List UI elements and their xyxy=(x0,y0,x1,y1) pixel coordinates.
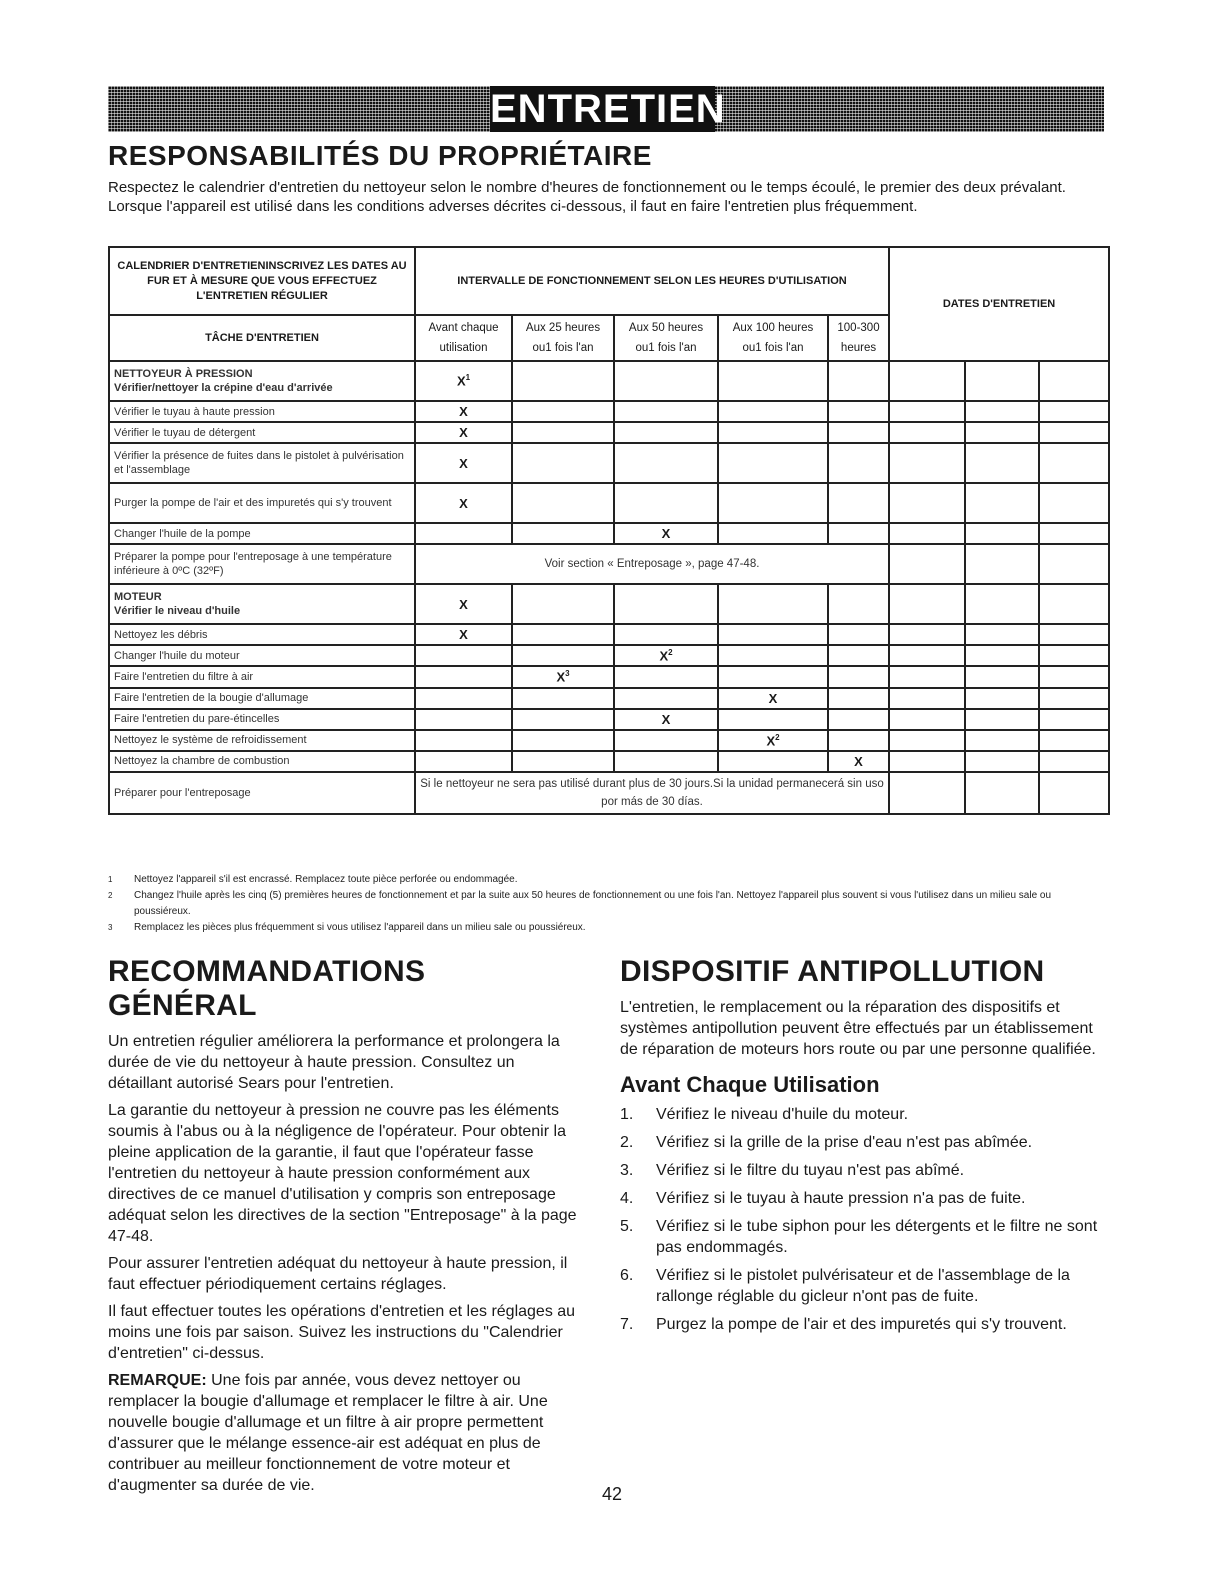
date-cell[interactable] xyxy=(965,523,1039,544)
interval-mark xyxy=(415,624,512,645)
interval-mark xyxy=(512,483,614,523)
interval-mark xyxy=(828,751,889,772)
general-paragraph-3: Pour assurer l'entretien adéquat du nettoyeur à haute pression, il faut effectuer périodiquement certains réglages. xyxy=(108,1255,568,1293)
intro-paragraph-1: Respectez le calendrier d'entretien du nettoyeur selon le nombre d'heures de fonctionnement ou le temps écoulé, le premier des deux prévalant. xyxy=(108,179,1066,196)
list-item xyxy=(620,1160,1106,1181)
interval-mark xyxy=(614,730,718,751)
interval-mark xyxy=(828,709,889,730)
interval-mark xyxy=(718,751,828,772)
date-cell[interactable] xyxy=(1039,730,1109,751)
interval-mark xyxy=(718,645,828,666)
footnote xyxy=(108,872,1108,888)
mark-value: X xyxy=(459,596,468,612)
section-title: NETTOYEUR À PRESSION xyxy=(114,368,253,380)
task-label: Faire l'entretien de la bougie d'allumage xyxy=(114,692,309,705)
task-cell xyxy=(109,751,415,772)
date-cell[interactable] xyxy=(889,751,965,772)
interval-mark xyxy=(512,730,614,751)
step-number: 3. xyxy=(620,1162,634,1179)
dates-header: DATES D'ENTRETIEN xyxy=(889,247,1109,361)
owner-heading: RESPONSABILITÉS DU PROPRIÉTAIRE xyxy=(108,140,652,171)
task-cell xyxy=(109,401,415,422)
date-cell[interactable] xyxy=(965,709,1039,730)
task-label: Nettoyez les débris xyxy=(114,628,208,641)
emission-paragraph: L'entretien, le remplacement ou la réparation des dispositifs et systèmes antipollution peuvent être effectués par un établissement de réparation de moteurs hors route ou par une personne qualifiée. xyxy=(620,999,1096,1058)
task-label: Vérifier/nettoyer la crépine d'eau d'arrivée xyxy=(114,382,333,394)
emission-section xyxy=(620,955,1106,1342)
interval-col-5: 100-300 heures xyxy=(828,315,889,361)
interval-mark xyxy=(718,688,828,709)
list-item xyxy=(620,1132,1106,1153)
task-cell xyxy=(109,730,415,751)
task-label: Vérifier la présence de fuites dans le pistolet à pulvérisation et l'assemblage xyxy=(114,450,404,476)
page-number: 42 xyxy=(601,1484,623,1504)
interval-mark xyxy=(828,483,889,523)
interval-mark xyxy=(415,751,512,772)
interval-mark xyxy=(512,422,614,443)
general-paragraph-4: Il faut effectuer toutes les opérations d'entretien et les réglages au moins une fois par saison. Suivez les instructions du "Calendrier d'entretien" ci-dessus. xyxy=(108,1303,576,1362)
general-section xyxy=(108,955,578,1502)
date-cell[interactable] xyxy=(889,645,965,666)
step-number: 5. xyxy=(620,1218,634,1235)
interval-mark xyxy=(415,523,512,544)
table-row xyxy=(109,645,1109,666)
task-cell xyxy=(109,443,415,483)
interval-mark xyxy=(828,361,889,401)
date-cell[interactable] xyxy=(889,584,965,624)
schedule-note: Voir section « Entreposage », page 47-48. xyxy=(415,544,889,584)
task-cell xyxy=(109,709,415,730)
interval-mark xyxy=(512,584,614,624)
mark-value: X xyxy=(459,425,468,440)
date-cell[interactable] xyxy=(1039,401,1109,422)
interval-mark xyxy=(614,584,718,624)
step-text: Purgez la pompe de l'air et des impuretés qui s'y trouvent. xyxy=(656,1316,1067,1333)
interval-mark xyxy=(512,688,614,709)
date-cell[interactable] xyxy=(889,772,965,814)
date-cell[interactable] xyxy=(1039,443,1109,483)
date-cell[interactable] xyxy=(965,544,1039,584)
footnote-number: 2 xyxy=(108,891,113,900)
task-label: Préparer la pompe pour l'entreposage à une température inférieure à 0ºC (32ºF) xyxy=(114,551,392,577)
mark-value: X xyxy=(459,404,468,419)
interval-mark xyxy=(614,751,718,772)
date-cell[interactable] xyxy=(1039,666,1109,687)
date-cell[interactable] xyxy=(965,645,1039,666)
interval-mark xyxy=(828,584,889,624)
section-title: MOTEUR xyxy=(114,591,162,603)
interval-mark xyxy=(614,688,718,709)
task-label: Faire l'entretien du pare-étincelles xyxy=(114,713,280,726)
interval-mark xyxy=(828,401,889,422)
footnotes xyxy=(108,872,1108,936)
interval-mark xyxy=(614,523,718,544)
date-cell[interactable] xyxy=(889,422,965,443)
date-cell[interactable] xyxy=(1039,422,1109,443)
step-text: Vérifiez si le pistolet pulvérisateur et de l'assemblage de la rallonge réglable du gicleur n'ont pas de fuite. xyxy=(656,1267,1070,1305)
table-row xyxy=(109,624,1109,645)
interval-mark xyxy=(718,422,828,443)
table-row xyxy=(109,422,1109,443)
task-label: Purger la pompe de l'air et des impuretés qui s'y trouvent xyxy=(114,497,392,509)
interval-mark xyxy=(718,443,828,483)
footnote-number: 1 xyxy=(108,875,113,884)
general-heading: RECOMMANDATIONS GÉNÉRAL xyxy=(108,955,426,1022)
date-cell[interactable] xyxy=(965,730,1039,751)
mark-value: X xyxy=(661,711,671,727)
interval-col-4: Aux 100 heures ou1 fois l'an xyxy=(718,315,828,361)
interval-col-2: Aux 25 heures ou1 fois l'an xyxy=(512,315,614,361)
date-cell[interactable] xyxy=(889,624,965,645)
banner-title: ENTRETIEN xyxy=(490,87,726,131)
task-cell xyxy=(109,645,415,666)
mark-value: X xyxy=(766,732,776,748)
date-cell[interactable] xyxy=(889,523,965,544)
step-number: 6. xyxy=(620,1267,634,1284)
date-cell[interactable] xyxy=(889,401,965,422)
emission-heading: DISPOSITIF ANTIPOLLUTION xyxy=(620,955,1045,988)
remark-label: REMARQUE: xyxy=(108,1372,207,1389)
date-cell[interactable] xyxy=(965,584,1039,624)
interval-mark xyxy=(512,645,614,666)
interval-mark xyxy=(614,483,718,523)
interval-mark xyxy=(415,688,512,709)
task-label: Vérifier le tuyau à haute pression xyxy=(114,405,275,418)
list-item xyxy=(620,1188,1106,1209)
table-row xyxy=(109,443,1109,483)
interval-mark xyxy=(718,483,828,523)
task-label: Vérifier le tuyau de détergent xyxy=(114,426,256,439)
date-cell[interactable] xyxy=(889,544,965,584)
interval-mark xyxy=(415,730,512,751)
footnote-ref: 3 xyxy=(565,669,570,679)
task-label: Préparer pour l'entreposage xyxy=(114,786,251,799)
intro-paragraph-2: Lorsque l'appareil est utilisé dans les conditions adverses décrites ci-dessous, il faut en faire l'entretien plus fréquemment. xyxy=(108,198,918,215)
interval-mark xyxy=(828,624,889,645)
interval-mark xyxy=(512,666,614,687)
table-row xyxy=(109,688,1109,709)
date-cell[interactable] xyxy=(965,401,1039,422)
date-cell[interactable] xyxy=(965,361,1039,401)
interval-mark xyxy=(718,523,828,544)
task-label: Vérifier le niveau d'huile xyxy=(114,605,241,617)
interval-mark xyxy=(512,624,614,645)
interval-mark xyxy=(828,443,889,483)
interval-mark xyxy=(415,645,512,666)
table-row xyxy=(109,584,1109,624)
footnote xyxy=(108,888,1108,920)
mark-value: X xyxy=(659,648,669,664)
interval-mark xyxy=(415,584,512,624)
list-item xyxy=(620,1265,1106,1307)
date-cell[interactable] xyxy=(1039,584,1109,624)
mark-value: X xyxy=(556,669,566,685)
interval-mark xyxy=(614,422,718,443)
interval-mark xyxy=(512,709,614,730)
interval-mark xyxy=(828,688,889,709)
date-cell[interactable] xyxy=(889,730,965,751)
schedule-body xyxy=(109,361,1109,814)
interval-mark xyxy=(415,483,512,523)
interval-col-1: Avant chaque utilisation xyxy=(415,315,512,361)
task-cell xyxy=(109,544,415,584)
interval-mark xyxy=(718,730,828,751)
list-item xyxy=(620,1314,1106,1335)
footnote xyxy=(108,920,1108,936)
maintenance-schedule-table xyxy=(108,246,1110,815)
table-row xyxy=(109,523,1109,544)
general-remark xyxy=(108,1370,578,1496)
date-cell[interactable] xyxy=(1039,751,1109,772)
task-cell xyxy=(109,584,415,624)
step-number: 4. xyxy=(620,1190,634,1207)
interval-mark xyxy=(614,709,718,730)
interval-header: INTERVALLE DE FONCTIONNEMENT SELON LES HEURES D'UTILISATION xyxy=(415,247,889,315)
table-row xyxy=(109,361,1109,401)
date-cell[interactable] xyxy=(1039,645,1109,666)
emission-subheading: Avant Chaque Utilisation xyxy=(620,1072,880,1097)
interval-mark xyxy=(512,361,614,401)
date-cell[interactable] xyxy=(1039,624,1109,645)
table-row xyxy=(109,666,1109,687)
mark-value: X xyxy=(661,526,671,541)
task-cell xyxy=(109,361,415,401)
interval-mark xyxy=(415,422,512,443)
interval-mark xyxy=(828,666,889,687)
date-cell[interactable] xyxy=(965,624,1039,645)
remark-text: Une fois par année, vous devez nettoyer ou remplacer la bougie d'allumage et remplacer le filtre à air. Une nouvelle bougie d'allumage et un filtre à air propre permettent d'assurer que le mélange essence-air est adéquat en plus de contribuer au meilleur fonctionnement de votre moteur et d'augmenter sa durée de vie. xyxy=(108,1372,548,1494)
owner-intro xyxy=(108,178,1104,216)
task-cell xyxy=(109,666,415,687)
interval-mark xyxy=(614,361,718,401)
date-cell[interactable] xyxy=(965,483,1039,523)
step-text: Vérifiez si le filtre du tuyau n'est pas abîmé. xyxy=(656,1162,965,1179)
interval-mark xyxy=(415,361,512,401)
footnote-text: Nettoyez l'appareil s'il est encrassé. Remplacez toute pièce perforée ou endommagée. xyxy=(134,874,518,885)
interval-mark xyxy=(718,584,828,624)
mark-value: X xyxy=(768,690,778,706)
table-row xyxy=(109,544,1109,584)
step-text: Vérifiez si la grille de la prise d'eau n'est pas abîmée. xyxy=(656,1134,1033,1151)
step-text: Vérifiez si le tuyau à haute pression n'a pas de fuite. xyxy=(656,1190,1026,1207)
mark-value: X xyxy=(459,455,468,471)
date-cell[interactable] xyxy=(1039,483,1109,523)
interval-mark xyxy=(614,401,718,422)
interval-col-3: Aux 50 heures ou1 fois l'an xyxy=(614,315,718,361)
footnote-ref: 1 xyxy=(465,373,471,383)
interval-mark xyxy=(415,709,512,730)
interval-mark xyxy=(828,523,889,544)
interval-mark xyxy=(614,443,718,483)
date-cell[interactable] xyxy=(965,751,1039,772)
list-item xyxy=(620,1104,1106,1125)
date-cell[interactable] xyxy=(965,422,1039,443)
table-row xyxy=(109,751,1109,772)
interval-mark xyxy=(718,624,828,645)
table-row xyxy=(109,401,1109,422)
task-cell xyxy=(109,483,415,523)
interval-mark xyxy=(512,751,614,772)
table-row xyxy=(109,730,1109,751)
footnote-number: 3 xyxy=(108,923,113,932)
emission-steps-list xyxy=(620,1104,1106,1335)
footnote-ref: 2 xyxy=(668,648,673,657)
task-cell xyxy=(109,772,415,814)
step-number: 2. xyxy=(620,1134,634,1151)
mark-value: X xyxy=(459,627,468,642)
date-cell[interactable] xyxy=(1039,709,1109,730)
interval-mark xyxy=(415,401,512,422)
table-row xyxy=(109,709,1109,730)
interval-mark xyxy=(512,401,614,422)
interval-mark xyxy=(614,645,718,666)
table-row xyxy=(109,772,1109,814)
date-cell[interactable] xyxy=(889,483,965,523)
task-cell xyxy=(109,422,415,443)
general-paragraph-2: La garantie du nettoyeur à pression ne couvre pas les éléments soumis à l'abus ou à la négligence de l'opérateur. Pour obtenir la pleine application de la garantie, il faut que l'opérateur fasse l'entretien du nettoyeur à haute pression conformément aux directives de ce manuel d'utilisation y compris son entreposage adéquat selon les directives de la section "Entreposage" à la page 47-48. xyxy=(108,1102,577,1245)
date-cell[interactable] xyxy=(965,443,1039,483)
mark-value: X xyxy=(459,495,468,511)
step-number: 1. xyxy=(620,1106,634,1123)
date-cell[interactable] xyxy=(1039,544,1109,584)
date-cell[interactable] xyxy=(965,688,1039,709)
interval-mark xyxy=(614,666,718,687)
footnote-ref: 2 xyxy=(775,732,780,742)
step-text: Vérifiez le niveau d'huile du moteur. xyxy=(656,1106,909,1123)
interval-mark xyxy=(415,443,512,483)
interval-mark xyxy=(512,443,614,483)
list-item xyxy=(620,1216,1106,1258)
date-cell[interactable] xyxy=(889,688,965,709)
date-cell[interactable] xyxy=(965,772,1039,814)
mark-value: X xyxy=(854,753,863,769)
task-label: Changer l'huile du moteur xyxy=(114,649,240,662)
task-header: TÂCHE D'ENTRETIEN xyxy=(109,315,415,361)
date-cell[interactable] xyxy=(965,666,1039,687)
date-cell[interactable] xyxy=(1039,688,1109,709)
task-cell xyxy=(109,688,415,709)
date-cell[interactable] xyxy=(889,443,965,483)
task-label: Changer l'huile de la pompe xyxy=(114,527,251,540)
date-cell[interactable] xyxy=(889,709,965,730)
task-label: Faire l'entretien du filtre à air xyxy=(114,670,254,683)
general-paragraph-1: Un entretien régulier améliorera la performance et prolongera la durée de vie du nettoyeur à haute pression. Consultez un détaillant autorisé Sears pour l'entretien. xyxy=(108,1033,560,1092)
date-cell[interactable] xyxy=(889,361,965,401)
interval-mark xyxy=(718,666,828,687)
date-cell[interactable] xyxy=(889,666,965,687)
footnote-text: Remplacez les pièces plus fréquemment si vous utilisez l'appareil dans un milieu sale ou poussiéreux. xyxy=(134,922,586,933)
interval-mark xyxy=(718,401,828,422)
date-cell[interactable] xyxy=(1039,772,1109,814)
step-text: Vérifiez si le tube siphon pour les détergents et le filtre ne sont pas endommagés. xyxy=(656,1218,1098,1256)
mark-value: X xyxy=(456,373,466,389)
interval-mark xyxy=(718,361,828,401)
interval-mark xyxy=(614,624,718,645)
task-label: Nettoyez la chambre de combustion xyxy=(114,755,290,768)
calendar-header: CALENDRIER D'ENTRETIENINSCRIVEZ LES DATES AU FUR ET À MESURE QUE VOUS EFFECTUEZ L'ENTRETIEN RÉGULIER xyxy=(109,247,415,315)
table-row xyxy=(109,483,1109,523)
interval-mark xyxy=(512,523,614,544)
date-cell[interactable] xyxy=(1039,523,1109,544)
interval-mark xyxy=(828,422,889,443)
task-cell xyxy=(109,523,415,544)
footnote-text: Changez l'huile après les cinq (5) premières heures de fonctionnement et par la suite aux 50 heures de fonctionnement ou une fois l'an. Nettoyez l'appareil plus souvent si vous l'utilisez dans un milieu sale ou poussiéreux. xyxy=(134,890,1052,917)
step-number: 7. xyxy=(620,1316,634,1333)
interval-mark xyxy=(718,709,828,730)
interval-mark xyxy=(828,645,889,666)
interval-mark xyxy=(828,730,889,751)
interval-mark xyxy=(415,666,512,687)
task-cell xyxy=(109,624,415,645)
task-label: Nettoyez le système de refroidissement xyxy=(114,734,307,747)
schedule-note: Si le nettoyeur ne sera pas utilisé durant plus de 30 jours.Si la unidad permanecerá sin uso por más de 30 días. xyxy=(415,772,889,814)
date-cell[interactable] xyxy=(1039,361,1109,401)
